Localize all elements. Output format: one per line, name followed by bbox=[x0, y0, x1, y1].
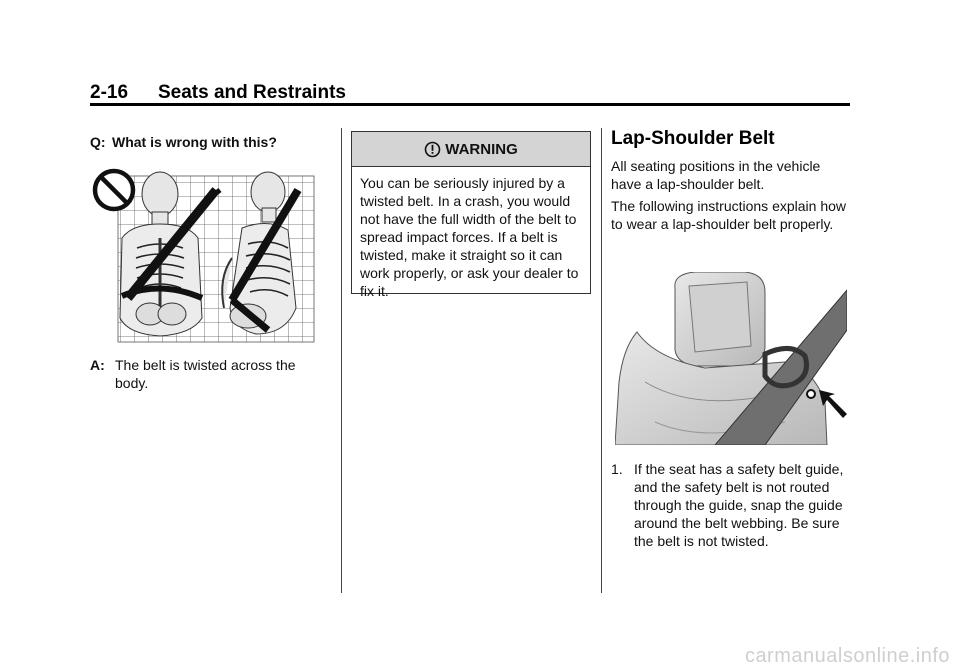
answer-text: The belt is twisted across the body. bbox=[115, 357, 296, 391]
warning-icon bbox=[424, 141, 441, 158]
warning-title: WARNING bbox=[445, 140, 518, 158]
step-number: 1. bbox=[611, 461, 623, 477]
section-heading: Lap-Shoulder Belt bbox=[611, 128, 775, 149]
page-number: 2-16 bbox=[90, 82, 129, 103]
seat-belt-guide-illustration bbox=[615, 272, 847, 445]
question-text: What is wrong with this? bbox=[112, 134, 277, 150]
column-divider-left bbox=[341, 128, 342, 593]
watermark-text: carmanualsonline.info bbox=[744, 645, 950, 667]
paragraph-instructions: The following instructions explain how to wear a lap-shoulder belt properly. bbox=[611, 198, 847, 232]
warning-text: You can be seriously injured by a twisted belt. In a crash, you would not have the full width of the belt to spread impact forces. If a belt is twisted, make it straight so it can work properly, or ask your dealer to fix it. bbox=[360, 175, 579, 299]
answer-label: A: bbox=[90, 357, 105, 373]
prohibited-icon bbox=[95, 171, 133, 209]
step-text: If the seat has a safety belt guide, and the safety belt is not routed through the guide, snap the guide around the belt webbing. Be sure the belt is not twisted. bbox=[634, 461, 844, 549]
column-divider-right bbox=[601, 128, 602, 593]
twisted-belt-illustration bbox=[92, 168, 316, 344]
warning-header bbox=[352, 132, 590, 167]
header-rule bbox=[90, 103, 850, 106]
paragraph-seating: All seating positions in the vehicle have a lap-shoulder belt. bbox=[611, 158, 821, 192]
warning-box bbox=[351, 131, 591, 299]
section-title: Seats and Restraints bbox=[158, 82, 346, 103]
question bbox=[90, 134, 277, 150]
question-label: Q: bbox=[90, 134, 106, 150]
